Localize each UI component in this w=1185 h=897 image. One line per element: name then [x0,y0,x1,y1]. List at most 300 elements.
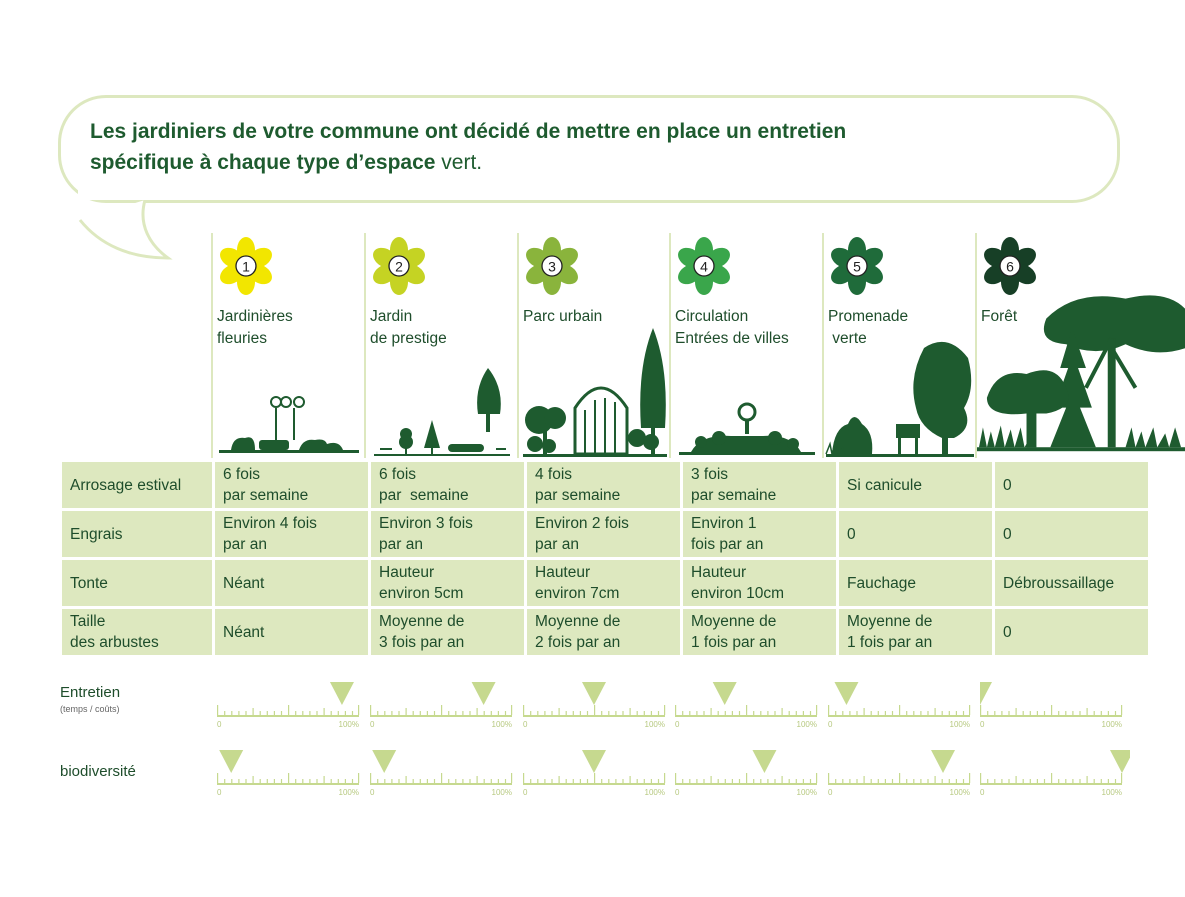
gauge-tick [469,779,470,783]
gauge-tick [935,708,936,715]
gauge-tick [505,779,506,783]
gauge-tick [644,779,645,783]
gauge-tick [324,776,325,783]
gauge-tick [651,711,652,715]
gauge-tick [842,711,843,715]
gauge-tick [281,711,282,715]
gauge-marker [330,682,354,705]
gauge-baseline [370,783,512,785]
gauge-tick [441,773,442,783]
gauge-tick [816,705,817,715]
table-cell: Environ 3 fois par an [371,511,524,557]
row-label: Engrais [62,511,212,557]
gauge-tick [942,779,943,783]
gauge-tick [462,779,463,783]
gauge-tick [767,779,768,783]
table-row [62,560,1148,606]
gauge-min-label: 0 [675,788,680,797]
gauge-tick [746,705,747,715]
table-cell: 0 [839,511,992,557]
gauge-tick [587,711,588,715]
gauge-tick [427,779,428,783]
entretien-sublabel: (temps / coûts) [60,704,120,714]
gauge-baseline [828,715,970,717]
gauge-tick [352,711,353,715]
gauge-tick [871,711,872,715]
green-walk-scene-icon [824,328,976,458]
gauge-tick [725,711,726,715]
flower-2-icon [370,237,428,295]
table-cell: Moyenne de 1 fois par an [839,609,992,655]
row-label: Tonte [62,560,212,606]
table-cell: Environ 4 fois par an [215,511,368,557]
table-cell: 4 fois par semaine [527,462,680,508]
gauge-tick [559,708,560,715]
table-cell: 0 [995,609,1148,655]
gauge-baseline [370,715,512,717]
table-row [62,609,1148,655]
table-cell: Si canicule [839,462,992,508]
gauge-tick [302,711,303,715]
gauge-tick [835,779,836,783]
gauge-tick [491,711,492,715]
gauge-tick [630,708,631,715]
gauge-tick [1087,776,1088,783]
table-cell: 6 fois par semaine [215,462,368,508]
forest-scene-icon [977,278,1185,458]
gauge-tick [537,779,538,783]
column-title: Forêt [981,308,1018,325]
gauge-tick [864,708,865,715]
gauge-tick [718,779,719,783]
gauge-tick [949,779,950,783]
gauge-tick [309,779,310,783]
gauge-tick [711,708,712,715]
gauge-tick [703,711,704,715]
gauge-max-label: 100% [644,788,665,797]
table-cell: 0 [995,462,1148,508]
gauge-tick [789,779,790,783]
gauge-tick [420,779,421,783]
gauge-tick [358,705,359,715]
gauge-min-label: 0 [370,788,375,797]
gauge-tick [448,711,449,715]
gauge-tick [789,711,790,715]
gauge-tick [537,711,538,715]
gauge-tick [245,711,246,715]
gauge-tick [689,779,690,783]
gauge-tick [324,708,325,715]
gauge-tick [217,773,218,783]
gauge-tick [608,779,609,783]
gauge-min-label: 0 [675,720,680,729]
table-cell: Hauteur environ 5cm [371,560,524,606]
gauge-tick [302,779,303,783]
gauge-marker [931,750,955,773]
table-cell: Moyenne de 3 fois par an [371,609,524,655]
roundabout-scene-icon [671,398,821,458]
gauge-tick [427,711,428,715]
gauge-tick [253,708,254,715]
gauge-min-label: 0 [828,720,833,729]
flower-number: 5 [853,258,861,275]
gauge-tick [718,711,719,715]
gauge-tick [1101,711,1102,715]
biodiversite-gauge [523,750,673,798]
gauge-min-label: 0 [980,788,985,797]
entretien-gauge [980,682,1130,730]
gauge-tick [942,711,943,715]
gauge-min-label: 0 [523,788,528,797]
gauge-tick [849,711,850,715]
gauge-tick [892,779,893,783]
gauge-tick [906,779,907,783]
gauge-tick [370,705,371,715]
biodiversite-label: biodiversité [60,763,136,780]
gauge-tick [338,779,339,783]
gauge-tick [295,711,296,715]
column-promenade [822,233,974,458]
gauge-tick [530,779,531,783]
gauge-tick [260,711,261,715]
gauge-tick [828,705,829,715]
gauge-tick [927,779,928,783]
gauge-tick [295,779,296,783]
gauge-tick [856,711,857,715]
gauge-tick [682,779,683,783]
gauge-tick [566,711,567,715]
gauge-tick [782,708,783,715]
gauge-tick [774,779,775,783]
gauge-tick [238,711,239,715]
column-foret [975,233,1127,458]
gauge-tick [253,776,254,783]
gauge-tick [622,711,623,715]
gauge-tick [238,779,239,783]
table-cell: Moyenne de 1 fois par an [683,609,836,655]
gauge-tick [732,779,733,783]
gauge-tick [1115,779,1116,783]
gauge-tick [274,779,275,783]
gauge-tick [987,711,988,715]
gauge-marker [582,750,606,773]
intro-text [90,116,1080,178]
gauge-tick [1065,711,1066,715]
gauge-tick [544,779,545,783]
row-label: Taille des arbustes [62,609,212,655]
table-cell: Débroussaillage [995,560,1148,606]
intro-line-2: spécifique à chaque type d’espace [90,151,436,174]
biodiversite-gauge [675,750,825,798]
gauge-tick [774,711,775,715]
gauge-tick [725,779,726,783]
flower-number: 1 [242,258,250,275]
gauge-tick [511,773,512,783]
gauge-tick [345,779,346,783]
gauge-tick [1058,779,1059,783]
gauge-tick [260,779,261,783]
gauge-tick [566,779,567,783]
gauge-tick [1044,779,1045,783]
intro-line-1: Les jardiniers de votre commune ont décidé de mettre en place un entretien [90,120,847,143]
biodiversite-gauge [980,750,1130,798]
gauge-tick [644,711,645,715]
gauge-tick [622,779,623,783]
gauge-tick [849,779,850,783]
flower-1-icon [217,237,275,295]
gauge-tick [1058,711,1059,715]
gauge-tick [231,711,232,715]
column-circulation [669,233,821,458]
gauge-tick [441,705,442,715]
gauge-tick [377,711,378,715]
entretien-gauge [370,682,520,730]
gauge-tick [803,711,804,715]
gauge-tick [1115,711,1116,715]
gauge-tick [370,773,371,783]
gauge-tick [664,705,665,715]
gauge-tick [580,779,581,783]
table-cell: 0 [995,511,1148,557]
gauge-tick [980,773,981,783]
gauge-tick [1072,779,1073,783]
gauge-tick [816,773,817,783]
entretien-gauge [217,682,367,730]
gauge-tick [1023,711,1024,715]
gauge-tick [601,779,602,783]
gauge-tick [963,779,964,783]
gauge-max-label: 100% [796,788,817,797]
column-parc-urbain [517,233,669,458]
gauge-tick [1030,779,1031,783]
gauge-tick [245,779,246,783]
gauge-marker [219,750,243,773]
gauge-tick [760,779,761,783]
gauge-tick [594,773,595,783]
gauge-tick [696,779,697,783]
biodiversite-gauge [217,750,367,798]
gauge-tick [1037,779,1038,783]
gauge-tick [864,776,865,783]
gauge-tick [1087,708,1088,715]
maintenance-table [59,459,1151,658]
gauge-min-label: 0 [828,788,833,797]
gauge-baseline [980,715,1122,717]
gauge-tick [406,708,407,715]
table-cell: Néant [215,609,368,655]
gauge-tick [1051,773,1052,783]
gauge-tick [630,776,631,783]
gauge-tick [551,779,552,783]
gauge-tick [956,779,957,783]
gauge-min-label: 0 [370,720,375,729]
gauge-tick [711,776,712,783]
gauge-tick [906,711,907,715]
gauge-baseline [828,783,970,785]
formal-garden-scene-icon [366,368,516,458]
gauge-tick [739,779,740,783]
table-cell: Fauchage [839,560,992,606]
gauge-tick [288,773,289,783]
biodiversite-gauge [370,750,520,798]
gauge-tick [1079,711,1080,715]
gauge-tick [1037,711,1038,715]
gauge-tick [796,779,797,783]
gauge-tick [274,711,275,715]
entretien-gauge [828,682,978,730]
gauge-max-label: 100% [949,720,970,729]
gauge-tick [782,776,783,783]
gauge-tick [434,779,435,783]
entretien-label: Entretien [60,684,121,701]
gauge-tick [615,779,616,783]
intro-line-2-end: vert. [435,151,483,174]
gauge-tick [580,711,581,715]
gauge-tick [231,779,232,783]
gauge-tick [358,773,359,783]
gauge-tick [1044,711,1045,715]
gauge-tick [413,711,414,715]
gauge-tick [810,711,811,715]
gauge-tick [835,711,836,715]
table-cell: Néant [215,560,368,606]
gauge-max-label: 100% [338,788,359,797]
gauge-tick [963,711,964,715]
gauge-tick [608,711,609,715]
gauge-tick [455,779,456,783]
table-row [62,511,1148,557]
gauge-tick [828,773,829,783]
gauge-baseline [523,715,665,717]
gauge-tick [703,779,704,783]
gauge-tick [267,711,268,715]
gauge-tick [377,779,378,783]
gauge-max-label: 100% [491,720,512,729]
flower-number: 2 [395,258,403,275]
gauge-tick [1051,705,1052,715]
flower-box-scene-icon [213,388,363,458]
gauge-tick [484,711,485,715]
gauge-tick [1121,773,1122,783]
table-cell: Environ 2 fois par an [527,511,680,557]
gauge-tick [455,711,456,715]
entretien-gauge [523,682,673,730]
gauge-baseline [675,783,817,785]
gauge-tick [1101,779,1102,783]
gauge-tick [899,773,900,783]
urban-park-scene-icon [519,318,671,458]
gauge-tick [1030,711,1031,715]
gauge-tick [1001,779,1002,783]
gauge-tick [753,711,754,715]
gauge-tick [498,779,499,783]
gauge-tick [810,779,811,783]
gauge-tick [217,705,218,715]
column-title: Promenade verte [828,308,909,347]
gauge-tick [842,779,843,783]
column-jardinieres [211,233,363,458]
gauge-tick [664,773,665,783]
biodiversite-gauge [828,750,978,798]
gauge-tick [1008,779,1009,783]
gauge-baseline [217,783,359,785]
gauge-tick [530,711,531,715]
gauge-tick [316,779,317,783]
column-jardin-prestige [364,233,516,458]
gauge-max-label: 100% [644,720,665,729]
gauge-max-label: 100% [338,720,359,729]
gauge-tick [878,779,879,783]
gauge-tick [281,779,282,783]
gauge-marker [372,750,396,773]
gauge-tick [796,711,797,715]
gauge-tick [224,711,225,715]
gauge-tick [523,705,524,715]
entretien-gauge [675,682,825,730]
gauge-tick [892,711,893,715]
column-title: Jardinières fleuries [217,308,293,347]
flower-5-icon [828,237,886,295]
gauge-tick [1079,779,1080,783]
table-cell: Hauteur environ 7cm [527,560,680,606]
gauge-tick [675,705,676,715]
gauge-max-label: 100% [949,788,970,797]
gauge-tick [994,711,995,715]
gauge-tick [1094,779,1095,783]
gauge-tick [391,711,392,715]
column-title: Circulation Entrées de villes [675,308,789,347]
row-label: Arrosage estival [62,462,212,508]
gauge-tick [267,779,268,783]
gauge-tick [1094,711,1095,715]
gauge-marker [1110,750,1130,773]
gauge-tick [637,779,638,783]
gauge-tick [434,711,435,715]
gauge-baseline [523,783,665,785]
flower-3-icon [523,237,581,295]
gauge-tick [753,779,754,783]
gauge-min-label: 0 [523,720,528,729]
gauge-tick [994,779,995,783]
table-row [62,462,1148,508]
gauge-tick [969,705,970,715]
gauge-marker [980,682,992,705]
gauge-marker [834,682,858,705]
gauge-tick [920,711,921,715]
gauge-tick [398,779,399,783]
gauge-tick [462,711,463,715]
gauge-tick [224,779,225,783]
gauge-tick [969,773,970,783]
gauge-tick [573,779,574,783]
gauge-tick [331,711,332,715]
gauge-tick [885,711,886,715]
gauge-tick [338,711,339,715]
gauge-tick [511,705,512,715]
gauge-tick [448,779,449,783]
gauge-tick [913,779,914,783]
gauge-tick [885,779,886,783]
gauge-tick [331,779,332,783]
gauge-tick [1023,779,1024,783]
gauge-tick [682,711,683,715]
gauge-tick [913,711,914,715]
gauge-tick [551,711,552,715]
gauge-tick [345,711,346,715]
gauge-tick [559,776,560,783]
gauge-tick [1108,779,1109,783]
gauge-tick [1121,705,1122,715]
